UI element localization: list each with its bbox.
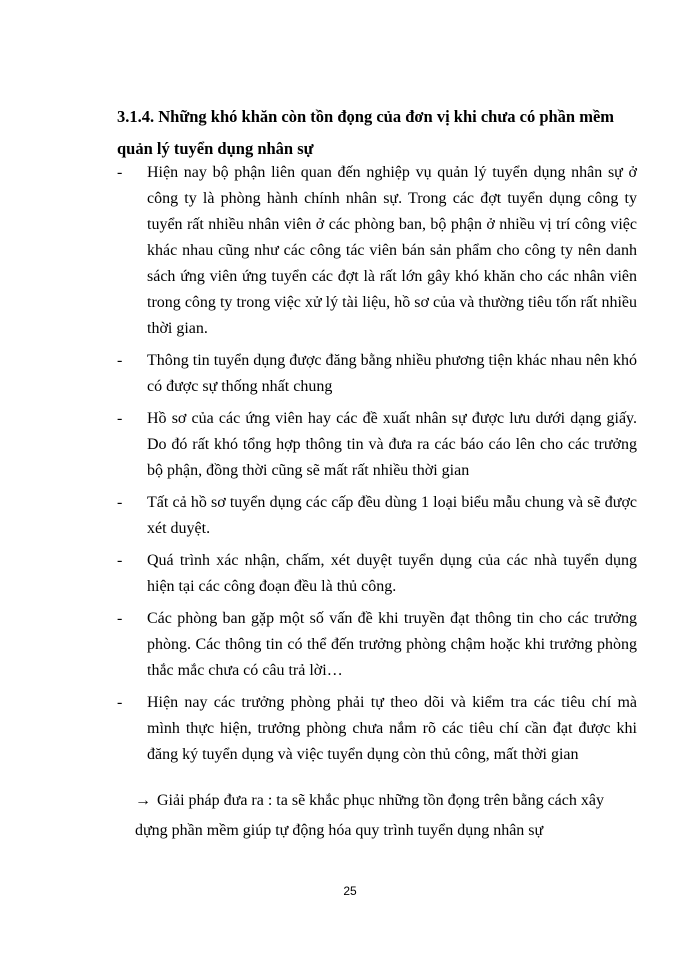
conclusion-paragraph — [135, 786, 637, 846]
arrow-right-icon: → — [135, 792, 151, 809]
bullet-list — [117, 160, 637, 774]
list-item — [117, 348, 637, 400]
bullet-marker: - — [117, 552, 123, 569]
list-item-text: Các phòng ban gặp một số vấn đề khi truyền đạt thông tin cho các trưởng phòng. Các thông tin có thể đến trưởng phòng chậm hoặc khi trưởng phòng thắc mắc chưa có câu trả lời… — [147, 610, 637, 679]
list-item — [117, 406, 637, 484]
page-number: 25 — [343, 884, 357, 898]
list-item-text: Hồ sơ của các ứng viên hay các đề xuất nhân sự được lưu dưới dạng giấy. Do đó rất khó tổng hợp thông tin và đưa ra các báo cáo lên cho các trưởng bộ phận, đồng thời cũng sẽ mất rất nhiều thời gian — [147, 410, 637, 479]
list-item — [117, 160, 637, 342]
list-item-text: Thông tin tuyển dụng được đăng bằng nhiều phương tiện khác nhau nên khó có được sự thống nhất chung — [147, 352, 637, 395]
bullet-marker: - — [117, 694, 123, 711]
list-item — [117, 490, 637, 542]
list-item-text: Hiện nay các trưởng phòng phải tự theo dõi và kiểm tra các tiêu chí mà mình thực hiện, trưởng phòng chưa nắm rõ các tiêu chí cần đạt được khi đăng ký tuyển dụng và việc tuyển dụng còn thủ công, mất thời gian — [147, 694, 637, 763]
list-item — [117, 548, 637, 600]
list-item — [117, 690, 637, 768]
bullet-marker: - — [117, 494, 123, 511]
section-heading: 3.1.4. Những khó khăn còn tồn đọng của đơn vị khi chưa có phần mềm quản lý tuyển dụng nhân sự — [117, 107, 615, 158]
list-item — [117, 606, 637, 684]
bullet-marker: - — [117, 164, 123, 181]
list-item-text: Quá trình xác nhận, chấm, xét duyệt tuyển dụng của các nhà tuyển dụng hiện tại các công đoạn đều là thủ công. — [147, 552, 637, 595]
list-item-text: Tất cả hồ sơ tuyển dụng các cấp đều dùng 1 loại biểu mẫu chung và sẽ được xét duyệt. — [147, 494, 637, 537]
list-item-text: Hiện nay bộ phận liên quan đến nghiệp vụ quản lý tuyển dụng nhân sự ở công ty là phòng hành chính nhân sự. Trong các đợt tuyển dụng công ty tuyển rất nhiều nhân viên ở các phòng ban, bộ phận ở nhiều vị trí công việc khác nhau cũng như các công tác viên bán sản phẩm cho công ty nên danh sách ứng viên ứng tuyển các đợt là rất lớn gây khó khăn cho các nhân viên trong công ty trong việc xử lý tài liệu, hồ sơ của và thường tiêu tốn rất nhiều thời gian. — [147, 164, 637, 337]
bullet-marker: - — [117, 352, 123, 369]
bullet-marker: - — [117, 610, 123, 627]
conclusion-text: Giải pháp đưa ra : ta sẽ khắc phục những tồn đọng trên bằng cách xây dựng phần mềm giúp tự động hóa quy trình tuyển dụng nhân sự — [135, 792, 604, 839]
bullet-marker: - — [117, 410, 123, 427]
